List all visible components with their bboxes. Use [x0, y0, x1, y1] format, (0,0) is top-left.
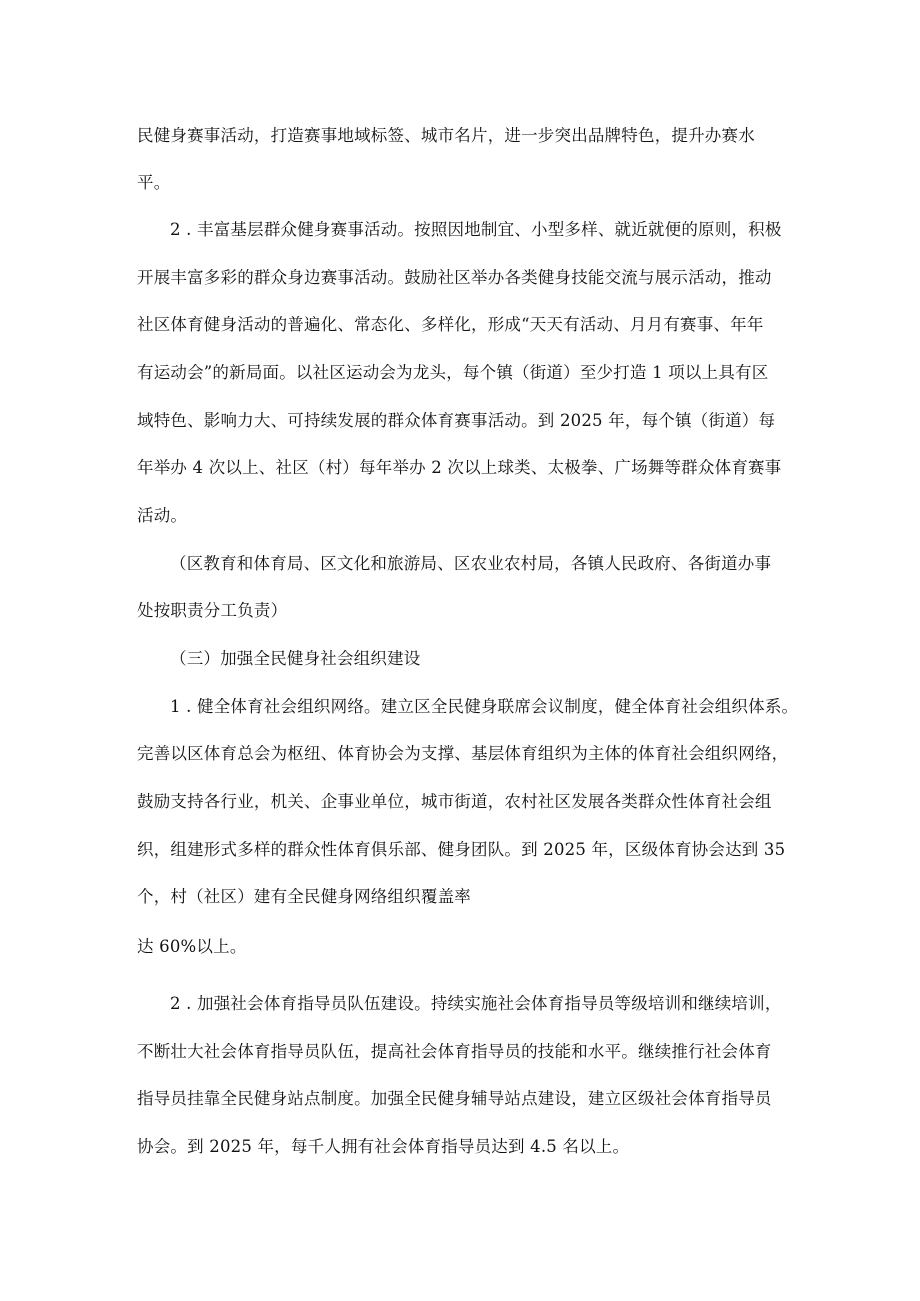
text-line-22: 协会。到 2025 年，每千人拥有社会体育指导员达到 4.5 名以上。 [137, 1137, 630, 1156]
text-line-7: 域特色、影响力大、可持续发展的群众体育赛事活动。到 2025 年，每个镇（街道）每 [137, 411, 776, 430]
text-line-9: 活动。 [137, 506, 188, 525]
text-line-20: 不断壮大社会体育指导员队伍，提高社会体育指导员的技能和水平。继续推行社会体育 [137, 1042, 772, 1061]
text-line-13: 1 . 健全体育社会组织网络。建立区全民健身联席会议制度，健全体育社会组织体系。 [170, 697, 799, 716]
text-line-14: 完善以区体育总会为枢纽、体育协会为支撑、基层体育组织为主体的体育社会组织网络， [137, 744, 789, 763]
text-line-17: 个，村（社区）建有全民健身网络组织覆盖率 [137, 887, 471, 906]
text-line-6: 有运动会”的新局面。以社区运动会为龙头，每个镇（街道）至少打造 1 项以上具有区 [137, 363, 769, 382]
text-line-1: 民健身赛事活动，打造赛事地域标签、城市名片，进一步突出品牌特色，提升办赛水 [137, 126, 755, 145]
text-line-11: 处按职责分工负责） [137, 601, 288, 620]
text-line-8: 年举办 4 次以上、社区（村）每年举办 2 次以上球类、太极拳、广场舞等群众体育赛事 [137, 458, 782, 477]
text-line-18: 达 60%以上。 [137, 937, 247, 956]
text-line-10: （区教育和体育局、区文化和旅游局、区农业农村局，各镇人民政府、各街道办事 [170, 554, 772, 573]
text-line-5: 社区体育健身活动的普遍化、常态化、多样化，形成“天天有活动、月月有赛事、年年 [137, 315, 764, 334]
text-line-3: 2 . 丰富基层群众健身赛事活动。按照因地制宜、小型多样、就近就便的原则，积极 [170, 220, 782, 239]
text-line-2: 平。 [137, 173, 171, 192]
section-heading: （三）加强全民健身社会组织建设 [170, 649, 421, 668]
text-line-19: 2 . 加强社会体育指导员队伍建设。持续实施社会体育指导员等级培训和继续培训， [170, 994, 782, 1013]
text-line-4: 开展丰富多彩的群众身边赛事活动。鼓励社区举办各类健身技能交流与展示活动，推动 [137, 268, 772, 287]
text-line-16: 织，组建形式多样的群众性体育俱乐部、健身团队。到 2025 年，区级体育协会达到 35 [137, 840, 786, 859]
text-line-15: 鼓励支持各行业，机关、企事业单位，城市街道，农村社区发展各类群众性体育社会组 [137, 792, 772, 811]
text-line-21: 指导员挂靠全民健身站点制度。加强全民健身辅导站点建设，建立区级社会体育指导员 [137, 1089, 772, 1108]
